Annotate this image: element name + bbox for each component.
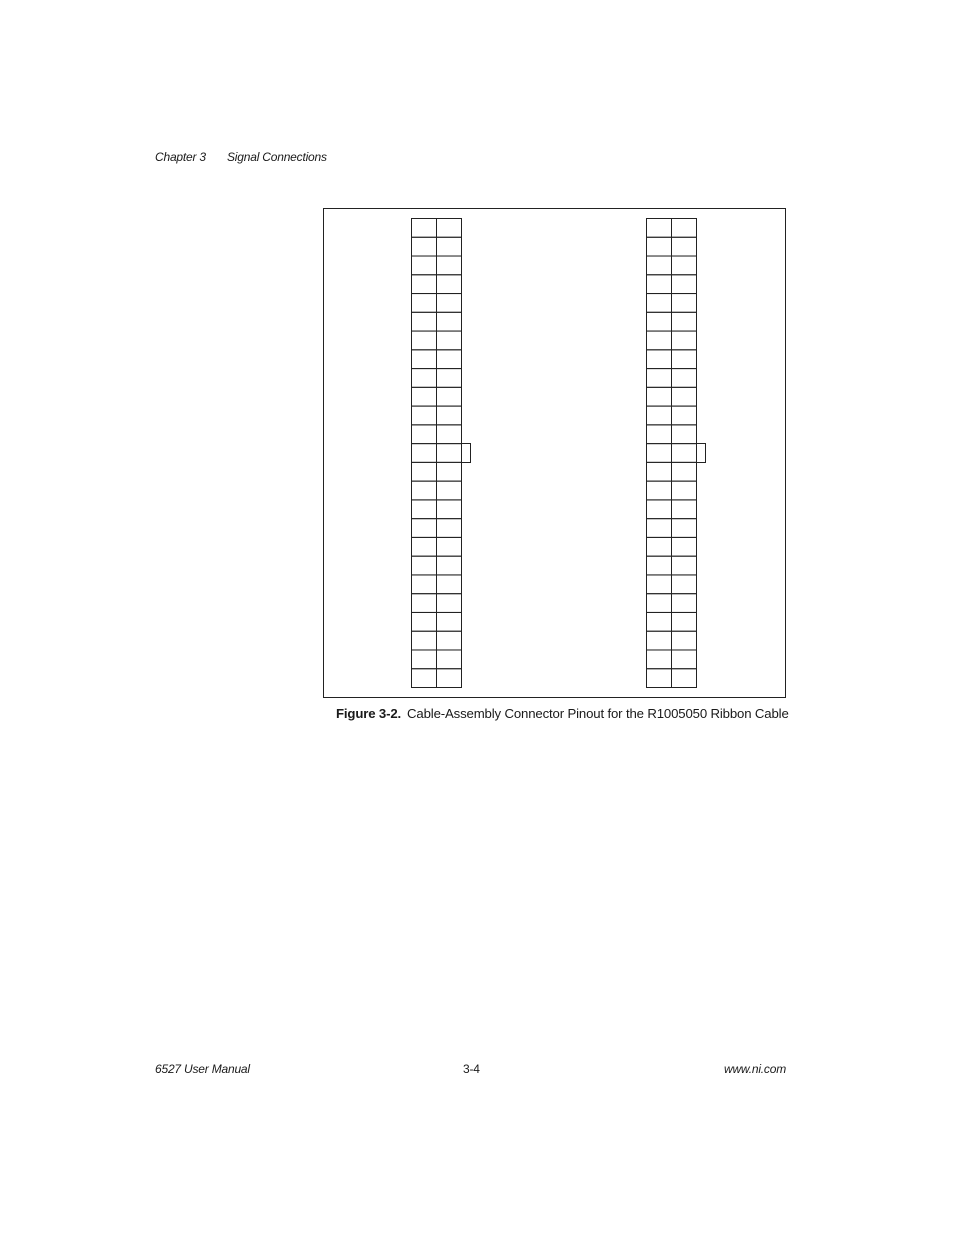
left-connector-pin-cell xyxy=(412,612,437,631)
header-section-title: Signal Connections xyxy=(227,150,327,164)
left-connector-pin-grid xyxy=(411,218,461,687)
left-connector-pin-cell xyxy=(437,294,462,313)
right-connector-pin-cell xyxy=(647,331,672,350)
right-connector-pin-cell xyxy=(672,256,697,275)
left-connector-pin-cell xyxy=(437,312,462,331)
right-connector-pin-cell xyxy=(672,331,697,350)
left-connector-pin-cell xyxy=(437,631,462,650)
right-connector-pin-cell xyxy=(647,612,672,631)
left-connector-pin-cell xyxy=(412,650,437,669)
right-connector-pin-grid xyxy=(646,218,696,687)
left-connector-pin-cell xyxy=(437,237,462,256)
right-connector-pin-cell xyxy=(647,256,672,275)
right-connector-pin-cell xyxy=(647,500,672,519)
left-connector-pin-cell xyxy=(412,387,437,406)
left-connector-pin-cell xyxy=(437,275,462,294)
right-connector-pin-cell xyxy=(647,369,672,388)
left-connector-pin-cell xyxy=(412,406,437,425)
figure-caption xyxy=(336,706,789,721)
figure-frame xyxy=(323,208,786,698)
right-connector-pin-cell xyxy=(647,594,672,613)
left-connector-pin-cell xyxy=(412,519,437,538)
left-connector-pin-cell xyxy=(412,219,437,238)
right-connector-pin-cell xyxy=(647,462,672,481)
left-connector-pin-cell xyxy=(437,537,462,556)
left-connector-pin-cell xyxy=(437,444,462,463)
footer-url[interactable]: www.ni.com xyxy=(723,1062,786,1076)
right-connector-pin-cell xyxy=(672,425,697,444)
left-connector-pin-cell xyxy=(437,650,462,669)
left-connector-pin-cell xyxy=(412,594,437,613)
left-connector-pin-cell xyxy=(437,462,462,481)
right-connector-pin-cell xyxy=(672,500,697,519)
left-connector-pin-cell xyxy=(437,369,462,388)
right-connector-pin-cell xyxy=(672,444,697,463)
right-connector-pin-cell xyxy=(647,669,672,688)
left-connector-pin-cell xyxy=(437,669,462,688)
footer-manual-title: 6527 User Manual xyxy=(155,1062,250,1076)
right-connector-pin-cell xyxy=(672,237,697,256)
right-connector-key-notch xyxy=(696,443,706,463)
left-connector-pin-cell xyxy=(437,350,462,369)
left-connector-pin-cell xyxy=(412,237,437,256)
footer-page-number: 3-4 xyxy=(463,1062,480,1076)
right-connector-pin-cell xyxy=(672,219,697,238)
left-connector-pin-cell xyxy=(437,425,462,444)
left-connector-pin-cell xyxy=(412,312,437,331)
right-connector-pin-cell xyxy=(647,219,672,238)
right-connector-pin-cell xyxy=(647,425,672,444)
header-chapter: Chapter 3 xyxy=(155,150,206,164)
left-connector-pin-cell xyxy=(437,519,462,538)
right-connector-pin-cell xyxy=(672,481,697,500)
right-connector-pin-cell xyxy=(672,537,697,556)
right-connector-pin-cell xyxy=(647,650,672,669)
left-connector-grid-svg xyxy=(411,218,461,687)
left-connector-pin-cell xyxy=(437,331,462,350)
left-connector-pin-cell xyxy=(437,219,462,238)
right-connector-pin-cell xyxy=(672,631,697,650)
left-connector-pin-cell xyxy=(412,556,437,575)
left-connector-key-notch xyxy=(461,443,471,463)
left-connector-pin-cell xyxy=(412,425,437,444)
right-connector-pin-cell xyxy=(672,294,697,313)
right-connector-pin-cell xyxy=(647,275,672,294)
right-connector-pin-cell xyxy=(647,312,672,331)
left-connector-pin-cell xyxy=(412,444,437,463)
figure-label: Figure 3-2. xyxy=(336,706,402,721)
right-connector-pin-cell xyxy=(647,481,672,500)
left-connector-pin-cell xyxy=(412,462,437,481)
right-connector-pin-cell xyxy=(672,650,697,669)
right-connector-pin-cell xyxy=(647,631,672,650)
left-connector-pin-cell xyxy=(412,481,437,500)
right-connector-pin-cell xyxy=(672,406,697,425)
left-connector-pin-cell xyxy=(437,594,462,613)
left-connector-pin-cell xyxy=(437,500,462,519)
right-connector-pin-cell xyxy=(647,537,672,556)
right-connector-pin-cell xyxy=(672,350,697,369)
left-connector-pin-cell xyxy=(412,256,437,275)
left-connector-pin-cell xyxy=(437,481,462,500)
right-connector-pin-cell xyxy=(672,669,697,688)
right-connector-pin-cell xyxy=(672,612,697,631)
right-connector-pin-cell xyxy=(647,575,672,594)
right-connector-pin-cell xyxy=(672,387,697,406)
left-connector-pin-cell xyxy=(412,294,437,313)
right-connector-pin-cell xyxy=(647,519,672,538)
left-connector-pin-cell xyxy=(437,406,462,425)
right-connector-pin-cell xyxy=(672,519,697,538)
left-connector-pin-cell xyxy=(412,331,437,350)
right-connector-pin-cell xyxy=(672,575,697,594)
left-connector-pin-cell xyxy=(437,556,462,575)
right-connector-pin-cell xyxy=(647,350,672,369)
left-connector-pin-cell xyxy=(412,369,437,388)
right-connector-pin-cell xyxy=(672,275,697,294)
right-connector-pin-cell xyxy=(672,462,697,481)
left-connector-pin-cell xyxy=(412,500,437,519)
right-connector-pin-cell xyxy=(672,312,697,331)
left-connector-pin-cell xyxy=(412,669,437,688)
left-connector-pin-cell xyxy=(412,631,437,650)
right-connector-pin-cell xyxy=(672,369,697,388)
right-connector-pin-cell xyxy=(647,444,672,463)
left-connector-pin-cell xyxy=(412,275,437,294)
right-connector-pin-cell xyxy=(672,556,697,575)
left-connector-pin-cell xyxy=(437,575,462,594)
right-connector-pin-cell xyxy=(647,556,672,575)
left-connector-pin-cell xyxy=(437,387,462,406)
right-connector-grid-svg xyxy=(646,218,696,687)
right-connector-pin-cell xyxy=(647,406,672,425)
left-connector-pin-cell xyxy=(412,350,437,369)
left-connector-pin-cell xyxy=(412,537,437,556)
right-connector-pin-cell xyxy=(647,294,672,313)
right-connector-pin-cell xyxy=(672,594,697,613)
figure-caption-text: Cable-Assembly Connector Pinout for the R1005050 Ribbon Cable xyxy=(407,706,789,721)
right-connector-pin-cell xyxy=(647,237,672,256)
left-connector-pin-cell xyxy=(437,256,462,275)
left-connector-pin-cell xyxy=(437,612,462,631)
left-connector-pin-cell xyxy=(412,575,437,594)
right-connector-pin-cell xyxy=(647,387,672,406)
